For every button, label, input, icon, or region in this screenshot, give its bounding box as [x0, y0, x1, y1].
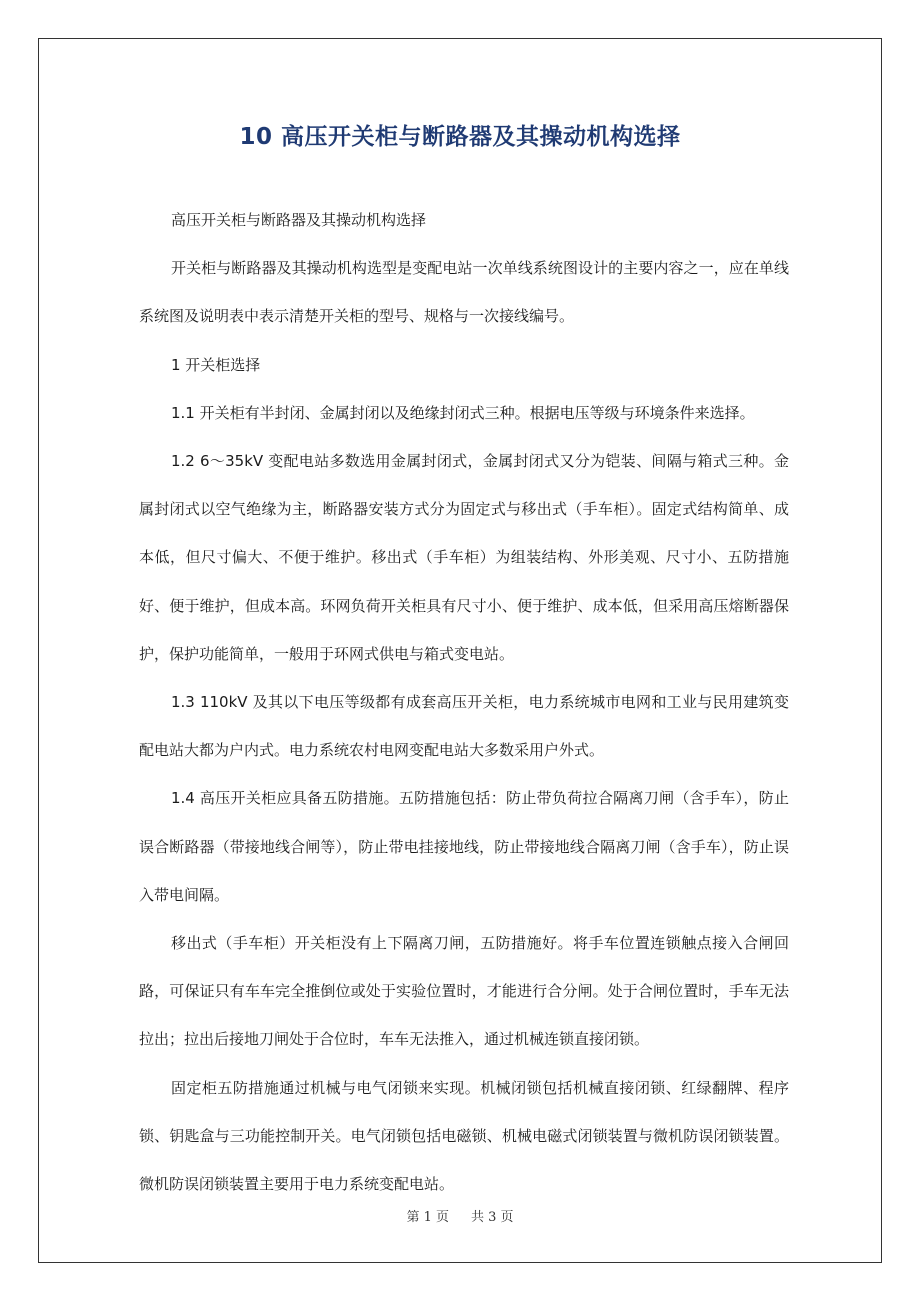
- section-heading-1: 1 开关柜选择: [171, 355, 261, 374]
- paragraph-intro: 开关柜与断路器及其操动机构选型是变配电站一次单线系统图设计的主要内容之一，应在单线系统图及说明表中表示清楚开关柜的型号、规格与一次接线编号。: [139, 259, 789, 326]
- document-body: [139, 196, 789, 1208]
- document-title: 10 高压开关柜与断路器及其操动机构选择: [239, 124, 681, 150]
- paragraph-fixed-cabinet: 固定柜五防措施通过机械与电气闭锁来实现。机械闭锁包括机械直接闭锁、红绿翻牌、程序锁、钥匙盒与三功能控制开关。电气闭锁包括电磁锁、机械电磁式闭锁装置与微机防误闭锁装置。微机防误闭锁装置主要用于电力系统变配电站。: [139, 1078, 789, 1194]
- page-footer: [38, 1206, 882, 1225]
- paragraph-1-4: 1.4 高压开关柜应具备五防措施。五防措施包括：防止带负荷拉合隔离刀闸（含手车），防止误合断路器（带接地线合闸等），防止带电挂接地线，防止带接地线合隔离刀闸（含手车），防止误入带电间隔。: [139, 789, 789, 904]
- paragraph-subtitle: 高压开关柜与断路器及其操动机构选择: [171, 211, 427, 229]
- paragraph-1-1: 1.1 开关柜有半封闭、金属封闭以及绝缘封闭式三种。根据电压等级与环境条件来选择。: [171, 403, 755, 422]
- paragraph-1-2: 1.2 6～35kV 变配电站多数选用金属封闭式，金属封闭式又分为铠装、间隔与箱式三种。金属封闭式以空气绝缘为主，断路器安装方式分为固定式与移出式（手车柜）。固定式结构简单、成本低，但尺寸偏大、不便于维护。移出式（手车柜）为组装结构、外形美观、尺寸小、五防措施好、便于维护，但成本高。环网负荷开关柜具有尺寸小、便于维护、成本低，但采用高压熔断器保护，保护功能简单，一般用于环网式供电与箱式变电站。: [139, 452, 789, 663]
- page-number: 第 1 页: [406, 1210, 449, 1225]
- paragraph-handcart: 移出式（手车柜）开关柜没有上下隔离刀闸，五防措施好。将手车位置连锁触点接入合闸回路，可保证只有车车完全推倒位或处于实验位置时，才能进行合分闸。处于合闸位置时，手车无法拉出；拉出后接地刀闸处于合位时，车车无法推入，通过机械连锁直接闭锁。: [139, 934, 789, 1049]
- paragraph-1-3: 1.3 110kV 及其以下电压等级都有成套高压开关柜，电力系统城市电网和工业与民用建筑变配电站大都为户内式。电力系统农村电网变配电站大多数采用户外式。: [139, 693, 789, 760]
- page-total: 共 3 页: [471, 1210, 514, 1225]
